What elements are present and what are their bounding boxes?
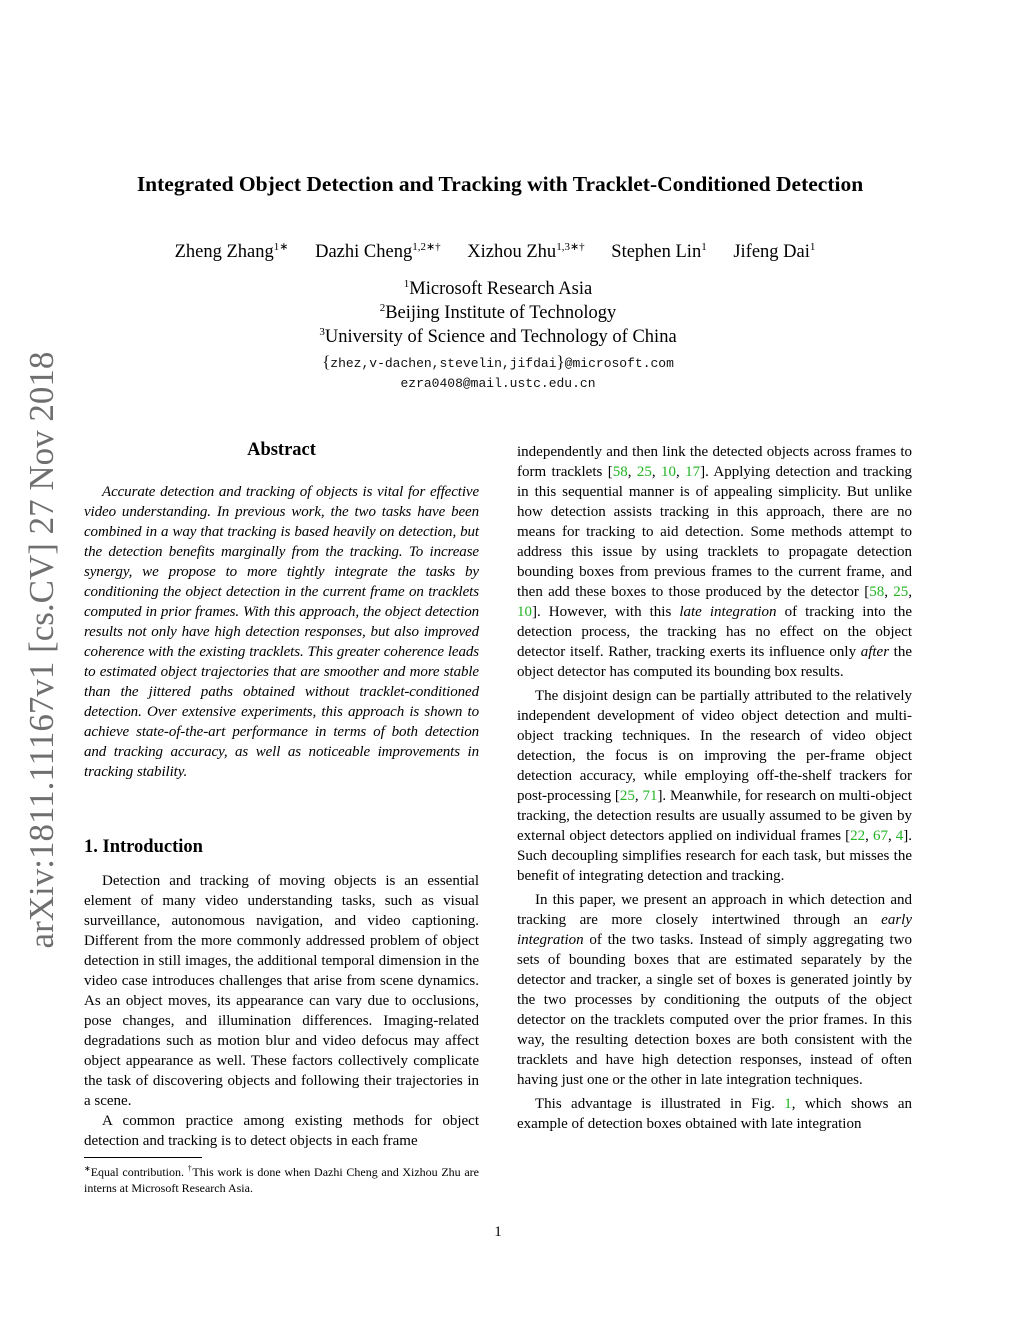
citation-link[interactable]: 22: [850, 828, 866, 844]
right-paragraph-2: [517, 686, 912, 886]
footnote-mark: ∗: [84, 1164, 91, 1173]
email-line-1: [0, 352, 996, 372]
author-affil-mark: 1∗: [273, 241, 289, 253]
abstract-body: [84, 482, 479, 782]
author-name: Xizhou Zhu: [467, 242, 557, 263]
text-run: This advantage is illustrated in Fig.: [535, 1096, 785, 1112]
email-domain: @microsoft.com: [564, 356, 674, 371]
right-column-body: [517, 442, 912, 1138]
emphasis-text: early integration: [517, 912, 912, 948]
emphasis-text: after: [860, 644, 890, 660]
affiliation-mark: 1: [403, 278, 410, 290]
text-run: ]. Meanwhile, for research on multi-object tracking, the detection results are usually assumed to be given by external object detectors applied on individual frames [: [517, 788, 912, 844]
abstract-heading: Abstract: [247, 440, 316, 460]
text-run: ,: [865, 828, 873, 844]
affiliation-mark: 2: [379, 302, 386, 314]
right-paragraph-4: [517, 1094, 912, 1134]
emphasis-text: late integration: [679, 604, 777, 620]
citation-link[interactable]: 71: [642, 788, 658, 804]
footnote: [84, 1161, 479, 1196]
text-run: ]. Such decoupling simplifies research for each task, but misses the benefit of integrating detection and tracking.: [517, 828, 913, 884]
text-run: , which shows an example of detection boxes obtained with late integration: [517, 1096, 912, 1132]
page-number: 1: [494, 1224, 502, 1240]
text-run: ,: [908, 584, 912, 600]
author-xizhou-zhu: [467, 242, 584, 262]
author-name: Zheng Zhang: [174, 242, 274, 263]
text-run: ,: [884, 584, 894, 600]
text-run: independently and then link the detected objects across frames to form tracklets [: [517, 444, 912, 480]
affiliation-1: [0, 278, 996, 300]
citation-link[interactable]: 4: [895, 828, 904, 844]
author-jifeng-dai: [733, 242, 815, 262]
abstract-text: Accurate detection and tracking of objects is vital for effective video understanding. In previous work, the two tasks have been combined in a way that tracking is based heavily on detection, but the detection benefits marginally from the tracking. To increase synergy, we propose to more tightly integrate the tasks by conditioning the object detection in the current frame on tracklets computed in prior frames. With this approach, the object detection results not only have high detection responses, but also improved coherence with the existing tracklets. This greater coherence leads to estimated object trajectories that are smoother and more stable than the jittered paths obtained without tracklet-conditioned detection. Over extensive experiments, this approach is shown to achieve state-of-the-art performance in terms of both detection and tracking accuracy, as well as noticeable improvements in tracking stability.: [84, 484, 479, 780]
text-run: ,: [676, 464, 686, 480]
text-run: ,: [651, 464, 661, 480]
author-affil-mark: 1: [809, 241, 816, 253]
author-list: [0, 240, 990, 263]
footnote-text: This work is done when Dazhi Cheng and Xizhou Zhu are interns at Microsoft Research Asia.: [84, 1165, 480, 1195]
citation-link[interactable]: 25: [893, 584, 909, 600]
author-name: Dazhi Cheng: [315, 242, 413, 263]
citation-link[interactable]: 17: [685, 464, 701, 480]
email-line-2: ezra0408@mail.ustc.edu.cn: [400, 376, 596, 391]
introduction-heading: 1. Introduction: [84, 837, 203, 857]
figure-link[interactable]: 1: [784, 1096, 792, 1112]
intro-paragraph-2: A common practice among existing methods for object detection and tracking is to detect objects in each frame: [84, 1113, 479, 1149]
author-zheng-zhang: [175, 242, 289, 262]
citation-link[interactable]: 10: [517, 604, 532, 620]
text-run: ]. However, with this: [532, 604, 680, 620]
citation-link[interactable]: 25: [636, 464, 652, 480]
right-paragraph-3: [517, 890, 912, 1090]
author-affil-mark: 1,2∗†: [412, 241, 441, 253]
text-run: In this paper, we present an approach in which detection and tracking are more closely intertwined through an: [517, 892, 912, 928]
author-stephen-lin: [611, 242, 706, 262]
text-run: the object detector has computed its bounding box results.: [517, 644, 912, 680]
affiliation-name: Beijing Institute of Technology: [385, 303, 617, 324]
text-run: ,: [627, 464, 637, 480]
affiliation-2: [0, 302, 996, 324]
introduction-body: [84, 871, 479, 1151]
email-brace-close: }: [556, 352, 565, 371]
arxiv-identifier: arXiv:1811.11167v1 [cs.CV] 27 Nov 2018: [22, 351, 61, 949]
text-run: of the two tasks. Instead of simply aggregating two sets of bounding boxes that are estimated separately by the detector and tracker, a single set of boxes is generated jointly by the two processes by conditioning the outputs of the object detector on the tracklets computed over the prior frames. In this way, the resulting detection boxes are both consistent with the tracklets and have high detection responses, instead of often having just one or the other in late integration techniques.: [517, 932, 912, 1088]
author-name: Jifeng Dai: [733, 242, 810, 263]
citation-link[interactable]: 58: [612, 464, 628, 480]
footnote-mark: †: [187, 1164, 193, 1173]
text-run: ]. Applying detection and tracking in this sequential manner is of appealing simplicity. But unlike how detection assists tracking in this approach, there are no means for tracking to aid detection. Some methods attempt to address this issue by using tracklets to propagate detection bounding boxes from previous frames to the current frame, and then add these boxes to those produced by the detector [: [517, 464, 913, 600]
email-brace-open: {: [322, 352, 331, 371]
text-run: of tracking into the detection process, the tracking has no effect on the object detector itself. Rather, tracking exerts its influence only: [517, 604, 912, 660]
citation-link[interactable]: 25: [619, 788, 635, 804]
footnote-text: Equal contribution.: [90, 1165, 188, 1179]
citation-link[interactable]: 10: [661, 464, 676, 480]
author-affil-mark: 1: [701, 241, 707, 253]
email-usernames: zhez,v-dachen,stevelin,jifdai: [330, 356, 557, 371]
author-name: Stephen Lin: [611, 242, 702, 263]
affiliation-name: University of Science and Technology of China: [324, 327, 677, 348]
right-paragraph-1: [517, 442, 912, 682]
affiliation-mark: 3: [319, 326, 325, 338]
author-dazhi-cheng: [315, 242, 441, 262]
paper-title: Integrated Object Detection and Tracking with Tracklet-Conditioned Detection: [136, 172, 864, 196]
author-affil-mark: 1,3∗†: [556, 241, 585, 253]
intro-paragraph-1: Detection and tracking of moving objects is an essential element of many video understanding tasks, such as visual surveillance, autonomous navigation, and video captioning. Different from the more commonly addressed problem of object detection in still images, the additional temporal dimension in the video case introduces challenges that arise from scene dynamics. As an object moves, its appearance can vary due to occlusions, pose changes, and illumination differences. Imaging-related degradations such as motion blur and video defocus may affect object appearance as well. These factors collectively complicate the task of discovering objects and following their trajectories in a scene.: [84, 873, 479, 1109]
text-run: ,: [887, 828, 896, 844]
footnote-divider: [84, 1157, 202, 1158]
citation-link[interactable]: 58: [869, 584, 885, 600]
affiliation-3: [0, 326, 996, 348]
citation-link[interactable]: 67: [872, 828, 888, 844]
affiliation-name: Microsoft Research Asia: [409, 279, 593, 300]
text-run: ,: [634, 788, 643, 804]
text-run: The disjoint design can be partially attributed to the relatively independent development of video object detection and multi-object tracking techniques. In the research of video object detection, the focus is on improving the per-frame object detection accuracy, while employing off-the-shelf trackers for post-processing [: [517, 688, 912, 804]
